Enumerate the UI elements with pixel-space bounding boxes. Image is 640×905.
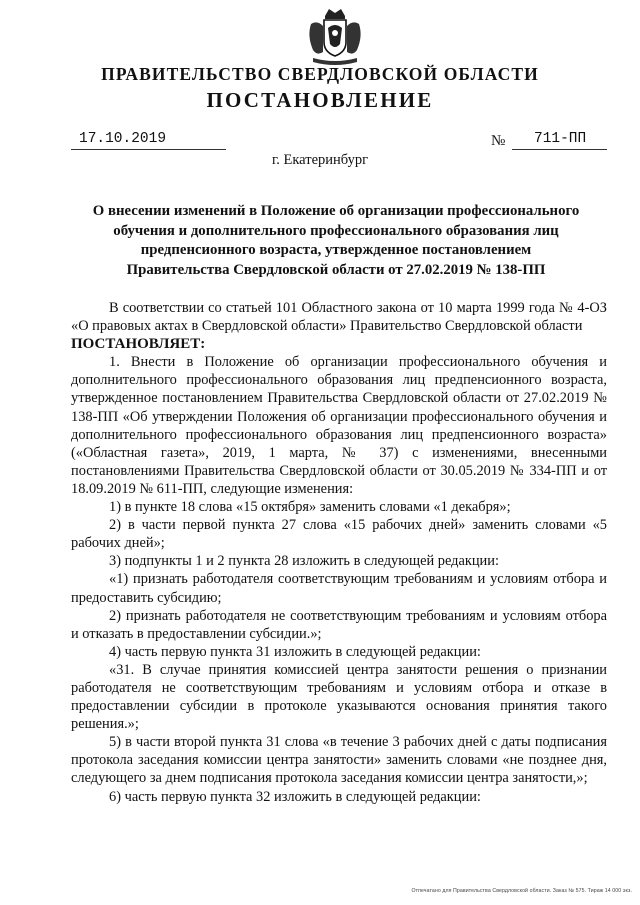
government-title: ПРАВИТЕЛЬСТВО СВЕРДЛОВСКОЙ ОБЛАСТИ [101,64,539,84]
city: г. Екатеринбург [271,152,369,168]
clause-paragraph: 1) в пункте 18 слова «15 октября» заменить словами «1 декабря»; [109,499,511,516]
document-body [71,299,607,806]
title-line: Правительства Свердловской области от 27.02.2019 № 138-ПП [126,261,546,278]
clause-paragraph: 2) признать работодателя не соответствующим требованиям и условиям отбора и отказать в предоставлении субсидии.»; [71,607,607,642]
title-line: обучения и дополнительного профессионального образования лиц [113,222,559,239]
resolves-heading: ПОСТАНОВЛЯЕТ: [71,336,206,353]
decree-number: 711-ПП [534,131,587,147]
number-sign: № [491,133,506,149]
title-line: предпенсионного возраста, утвержденное постановлением [140,242,532,259]
coat-of-arms-icon [303,6,367,68]
document-type: ПОСТАНОВЛЕНИЕ [206,88,434,112]
date-field [71,131,226,150]
print-footer: Отпечатано для Правительства Свердловской области. Заказ № 575. Тираж 14 000 экз. [411,888,632,894]
decree-date: 17.10.2019 [79,131,167,147]
number-field [512,131,607,150]
clause-paragraph: 2) в части первой пункта 27 слова «15 рабочих дней» заменить словами «5 рабочих дней»; [71,517,607,552]
decree-title [76,202,596,280]
preamble-paragraph: В соответствии со статьей 101 Областного закона от 10 марта 1999 года № 4-ОЗ «О правовых актах в Свердловской области» Правительство Свердловской области [71,300,607,335]
clause-paragraph: «1) признать работодателя соответствующим требованиям и условиям отбора и предоставить субсидию; [71,571,607,606]
title-line: О внесении изменений в Положение об организации профессионального [92,203,580,219]
clause-paragraph: 3) подпункты 1 и 2 пункта 28 изложить в следующей редакции: [109,553,499,570]
clause-paragraph: «31. В случае принятия комиссией центра занятости решения о признании работодателя не соответствующим требованиям и условиям отбора и отказе в предоставлении субсидии в протоколе указываются основания принятия такого решения.»; [71,661,607,733]
clause-paragraph: 5) в части второй пункта 31 слова «в течение 3 рабочих дней с даты подписания протокола заседания комиссии центра занятости» заменить словами «не позднее дня, следующего за днем подписания протокола заседания комиссии центра занятости,»; [71,734,607,787]
clause-paragraph: 4) часть первую пункта 31 изложить в следующей редакции: [109,643,481,660]
clause-paragraph: 1. Внести в Положение об организации профессионального обучения и дополнительного профессионального образования лиц предпенсионного возраста, утвержденное постановлением Правительства Свердловской области от 27.02.2019 № 138-ПП «Об утверждении Положения об организации профессионального обучения и дополнительного профессионального образования лиц предпенсионного возраста» («Областная газета», 2019, 1 марта, № 37) с изменениями, внесенными постановлениями Правительства Свердловской области от 30.05.2019 № 334-ПП и от 18.09.2019 № 611-ПП, следующие изменения: [71,354,607,497]
clause-paragraph: 6) часть первую пункта 32 изложить в следующей редакции: [109,788,481,805]
